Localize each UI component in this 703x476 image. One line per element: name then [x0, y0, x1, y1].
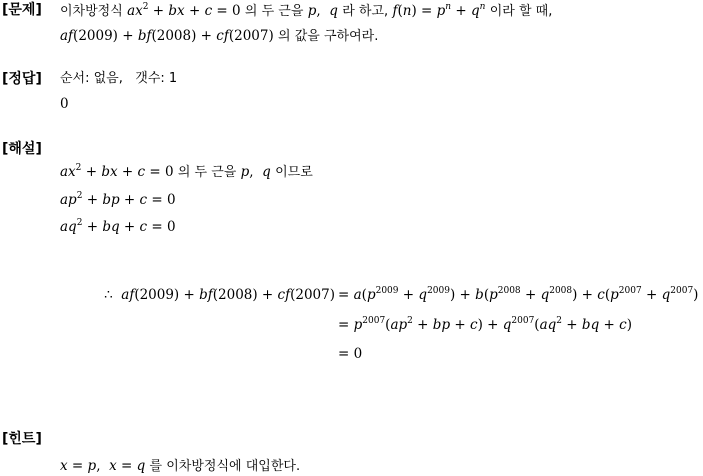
problem-line-2: af(2009) + bf(2008) + cf(2007) 의 값을 구하여라.	[60, 28, 379, 44]
answer-summary: 순서: 없음, 갯수: 1	[60, 71, 178, 86]
equation-quadratic: $ax^2$ + bx + c = 0	[127, 2, 241, 19]
problem-line-1: 이차방정식 $ax^2$ + bx + c = 0 의 두 근을 p, q 라 하고, $f(n) = p^n + q^n$ 이라 할 때,	[60, 2, 553, 19]
solution-eq-q: $aq^2$ + bq + c = 0	[60, 218, 176, 235]
answer-value: 0	[60, 96, 69, 112]
solution-eq-p: $ap^2$ + bp + c = 0	[60, 191, 176, 208]
target-expression: af(2009) + bf(2008) + cf(2007)	[60, 28, 274, 44]
derivation-step-2: = $p^{2007}(ap^2$ + bp + $c) + q^{2007}(aq^2$ + bq + c)	[338, 316, 632, 333]
derivation-step-3: = 0	[338, 346, 363, 362]
hint-text: x = p, x = q 를 이차방정식에 대입한다.	[60, 458, 301, 474]
problem-label: [문제]	[2, 2, 42, 18]
answer-label: [정답]	[2, 71, 42, 87]
solution-line-1: $ax^2$ + bx + c = 0 의 두 근을 p, q 이므로	[60, 163, 313, 180]
derivation-lhs: ∴ af(2009) + bf(2008) + cf(2007)	[104, 287, 335, 303]
derivation-step-1: = $a(p^{2009} + q^{2009}) + b(p^{2008} + q^{2008}) + c(p^{2007} + q^{2007})$	[338, 286, 699, 303]
function-def: $f(n) = p^n + q^n$	[392, 2, 486, 19]
solution-label: [해설]	[2, 141, 42, 157]
hint-label: [힌트]	[2, 431, 42, 447]
roots-pq: p, q	[307, 3, 338, 19]
